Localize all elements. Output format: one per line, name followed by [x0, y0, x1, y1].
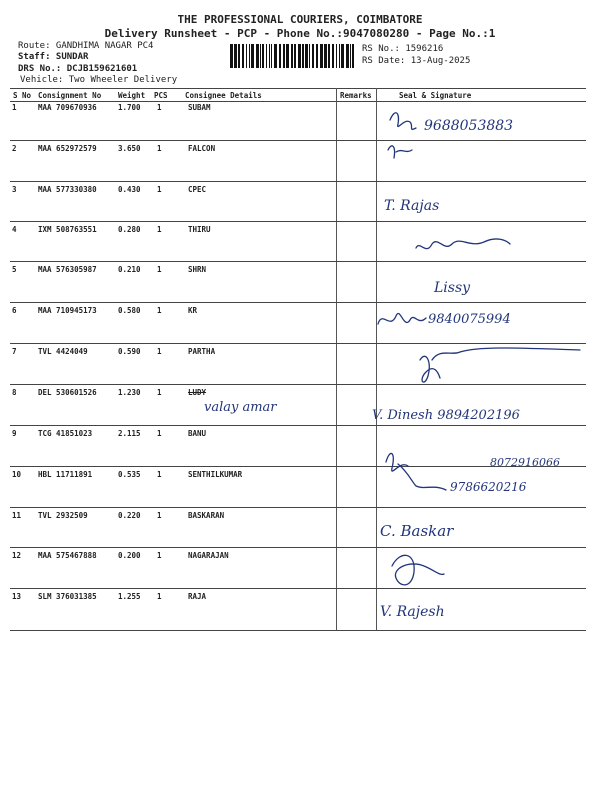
column-header-weight: Weight [118, 91, 146, 100]
handwritten-name-5: Lissy [434, 280, 471, 296]
cell-weight: 0.580 [118, 306, 141, 315]
cell-consignment-no: MAA 576305987 [38, 265, 97, 274]
row-separator [10, 140, 586, 141]
runsheet-subtitle: Delivery Runsheet - PCP - Phone No.:9047080280 - Page No.:1 [104, 27, 496, 40]
table-top-rule [10, 88, 586, 89]
cell-pcs: 1 [157, 144, 162, 153]
row-separator [10, 384, 586, 385]
cell-weight: 0.220 [118, 511, 141, 520]
cell-weight: 0.430 [118, 185, 141, 194]
cell-consignment-no: TVL 2932509 [38, 511, 88, 520]
column-header-seal-signature: Seal & Signature [399, 91, 472, 100]
rs-number: RS No.: 1596216 [362, 44, 444, 54]
cell-pcs: 1 [157, 306, 162, 315]
cell-consignee: CPEC [188, 185, 207, 194]
row-separator [10, 343, 586, 344]
row-separator [10, 261, 586, 262]
signature-1 [390, 113, 416, 130]
cell-consignee: KR [188, 306, 198, 315]
handwritten-phone-6: 9840075994 [428, 312, 511, 327]
cell-weight: 2.115 [118, 429, 141, 438]
cell-weight: 3.650 [118, 144, 141, 153]
row-separator [10, 588, 586, 589]
cell-sno: 3 [12, 185, 17, 194]
handwritten-phone-10b: 9786620216 [450, 480, 527, 494]
cell-sno: 7 [12, 347, 17, 356]
cell-pcs: 1 [157, 511, 162, 520]
cell-sno: 5 [12, 265, 17, 274]
cell-consignee: BANU [188, 429, 207, 438]
cell-pcs: 1 [157, 551, 162, 560]
cell-consignee: PARTHA [188, 347, 216, 356]
signature-4 [416, 239, 510, 249]
row-separator [10, 302, 586, 303]
cell-consignee: BASKARAN [188, 511, 225, 520]
cell-consignee: SUBAM [188, 103, 211, 112]
cell-sno: 13 [12, 592, 22, 601]
drs-number: DRS No.: DCJB159621601 [18, 64, 138, 74]
cell-pcs: 1 [157, 470, 162, 479]
cell-pcs: 1 [157, 592, 162, 601]
cell-weight: 0.280 [118, 225, 141, 234]
row-separator [10, 425, 586, 426]
column-header-consignment: Consignment No [38, 91, 102, 100]
cell-weight: 1.230 [118, 388, 141, 397]
handwritten-phone-8: V. Dinesh 9894202196 [372, 408, 520, 423]
row-separator [10, 547, 586, 548]
column-header-pcs: PCS [154, 91, 168, 100]
cell-weight: 0.590 [118, 347, 141, 356]
handwritten-phone-1: 9688053883 [424, 118, 514, 134]
cell-consignment-no: IXM 508763551 [38, 225, 97, 234]
cell-consignee: NAGARAJAN [188, 551, 229, 560]
signature-12 [392, 555, 444, 585]
cell-sno: 10 [12, 470, 22, 479]
cell-sno: 8 [12, 388, 17, 397]
cell-sno: 9 [12, 429, 17, 438]
table-header-rule [10, 101, 586, 102]
column-header-sno: S No [13, 91, 32, 100]
cell-sno: 4 [12, 225, 17, 234]
signature-9 [386, 453, 408, 471]
cell-sno: 12 [12, 551, 22, 560]
cell-weight: 0.210 [118, 265, 141, 274]
cell-consignment-no: MAA 575467888 [38, 551, 97, 560]
row-separator [10, 507, 586, 508]
cell-consignment-no: MAA 710945173 [38, 306, 97, 315]
cell-pcs: 1 [157, 185, 162, 194]
rs-date: RS Date: 13-Aug-2025 [362, 56, 471, 66]
table-bottom-rule [10, 630, 586, 631]
cell-pcs: 1 [157, 265, 162, 274]
cell-weight: 0.200 [118, 551, 141, 560]
cell-weight: 0.535 [118, 470, 141, 479]
route-label: Route: GANDHIMA NAGAR PC4 [18, 41, 154, 51]
cell-sno: 2 [12, 144, 17, 153]
cell-consignment-no: MAA 709670936 [38, 103, 97, 112]
cell-pcs: 1 [157, 429, 162, 438]
column-header-remarks: Remarks [340, 91, 372, 100]
cell-consignment-no: HBL 11711891 [38, 470, 93, 479]
handwritten-remark-8: valay amar [204, 400, 277, 415]
cell-consignment-no: TVL 4424049 [38, 347, 88, 356]
cell-consignment-no: TCG 41851023 [38, 429, 93, 438]
company-title: THE PROFESSIONAL COURIERS, COIMBATORE [177, 13, 423, 26]
cell-consignee: SHRN [188, 265, 207, 274]
row-separator [10, 181, 586, 182]
column-header-consignee: Consignee Details [185, 91, 262, 100]
cell-consignee: LUDY [188, 388, 207, 397]
signature-10 [398, 464, 446, 490]
cell-sno: 11 [12, 511, 22, 520]
cell-consignment-no: DEL 530601526 [38, 388, 97, 397]
staff-label: Staff: SUNDAR [18, 52, 89, 62]
cell-consignment-no: MAA 652972579 [38, 144, 97, 153]
signature-7b [432, 348, 580, 360]
cell-pcs: 1 [157, 347, 162, 356]
cell-pcs: 1 [157, 388, 162, 397]
handwritten-name-13: V. Rajesh [380, 604, 445, 620]
handwritten-name-11: C. Baskar [380, 522, 454, 540]
cell-consignee: FALCON [188, 144, 216, 153]
cell-pcs: 1 [157, 225, 162, 234]
signature-6 [378, 314, 426, 324]
cell-consignee: RAJA [188, 592, 207, 601]
cell-consignment-no: MAA 577330380 [38, 185, 97, 194]
handwritten-name-3: T. Rajas [384, 198, 440, 214]
cell-weight: 1.255 [118, 592, 141, 601]
cell-consignee: SENTHILKUMAR [188, 470, 243, 479]
row-separator [10, 221, 586, 222]
cell-pcs: 1 [157, 103, 162, 112]
cell-consignment-no: SLM 376031385 [38, 592, 97, 601]
barcode-image [230, 44, 356, 68]
handwritten-phone-10a: 8072916066 [490, 456, 560, 469]
vehicle-label: Vehicle: Two Wheeler Delivery [20, 75, 178, 85]
signature-column-rule [376, 88, 377, 630]
signature-7 [420, 356, 440, 382]
remarks-column-rule [336, 88, 337, 630]
signature-2 [388, 146, 412, 158]
cell-consignee: THIRU [188, 225, 211, 234]
cell-sno: 6 [12, 306, 17, 315]
cell-sno: 1 [12, 103, 17, 112]
cell-weight: 1.700 [118, 103, 141, 112]
